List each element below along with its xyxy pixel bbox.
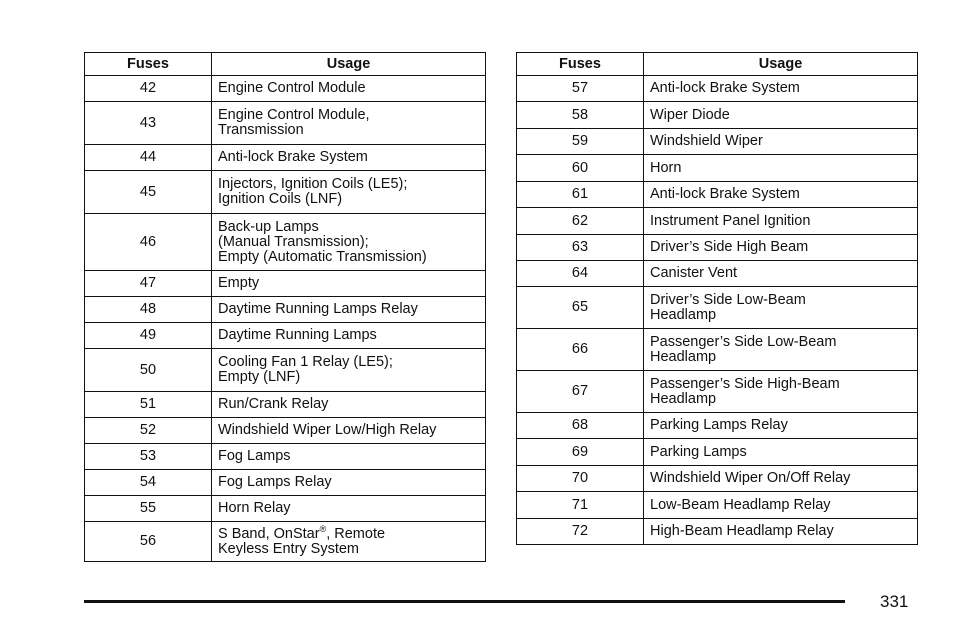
fuse-number-cell: 54 (85, 470, 212, 496)
usage-cell: Back-up Lamps (Manual Transmission); Empty (Automatic Transmission) (212, 214, 486, 271)
usage-cell: Run/Crank Relay (212, 392, 486, 418)
table-row (517, 413, 918, 439)
fuse-number-cell: 69 (517, 439, 644, 466)
usage-cell: Injectors, Ignition Coils (LE5); Ignition Coils (LNF) (212, 171, 486, 214)
registered-mark: ® (319, 523, 327, 534)
fuse-number-cell: 63 (517, 235, 644, 261)
fuse-number-cell: 52 (85, 418, 212, 444)
table-row (85, 418, 486, 444)
fuse-number-cell: 44 (85, 145, 212, 171)
table-row (517, 155, 918, 182)
table-header-row (85, 53, 486, 76)
table-row (85, 171, 486, 214)
usage-cell (212, 522, 486, 562)
fuse-table-left (84, 52, 486, 562)
usage-cell: Windshield Wiper On/Off Relay (644, 466, 918, 492)
usage-cell: Canister Vent (644, 261, 918, 287)
fuse-number-cell: 49 (85, 323, 212, 349)
column-header-usage: Usage (644, 53, 918, 76)
usage-cell: Windshield Wiper Low/High Relay (212, 418, 486, 444)
fuse-number-cell: 59 (517, 129, 644, 155)
usage-cell: Horn (644, 155, 918, 182)
table-row (517, 287, 918, 329)
usage-text: S Band, OnStar (218, 525, 320, 542)
table-row (517, 235, 918, 261)
table-row (517, 466, 918, 492)
column-header-usage: Usage (212, 53, 486, 76)
fuse-number-cell: 64 (517, 261, 644, 287)
fuse-number-cell: 48 (85, 297, 212, 323)
usage-cell: Cooling Fan 1 Relay (LE5); Empty (LNF) (212, 349, 486, 392)
table-row (85, 496, 486, 522)
usage-text: , Remote Keyless Entry System (218, 525, 386, 557)
usage-cell: Engine Control Module (212, 76, 486, 102)
fuse-number-cell: 68 (517, 413, 644, 439)
usage-cell: Daytime Running Lamps (212, 323, 486, 349)
usage-cell: High-Beam Headlamp Relay (644, 519, 918, 545)
table-row (85, 392, 486, 418)
fuse-table-right (516, 52, 918, 545)
table-row (517, 182, 918, 208)
table-row (517, 439, 918, 466)
table-row (517, 519, 918, 545)
table-row (85, 522, 486, 562)
usage-cell: Parking Lamps Relay (644, 413, 918, 439)
usage-cell: Empty (212, 271, 486, 297)
table-row (85, 76, 486, 102)
table-row (517, 102, 918, 129)
usage-cell: Instrument Panel Ignition (644, 208, 918, 235)
table-row (85, 297, 486, 323)
fuse-number-cell: 66 (517, 329, 644, 371)
table-row (517, 261, 918, 287)
usage-cell: Passenger’s Side Low-Beam Headlamp (644, 329, 918, 371)
table-row (517, 208, 918, 235)
fuse-number-cell: 71 (517, 492, 644, 519)
table-row (517, 76, 918, 102)
fuse-number-cell: 45 (85, 171, 212, 214)
usage-cell: Fog Lamps Relay (212, 470, 486, 496)
fuse-number-cell: 46 (85, 214, 212, 271)
usage-cell: Parking Lamps (644, 439, 918, 466)
fuse-number-cell: 72 (517, 519, 644, 545)
usage-cell: Fog Lamps (212, 444, 486, 470)
table-row (517, 329, 918, 371)
fuse-number-cell: 58 (517, 102, 644, 129)
table-row (85, 145, 486, 171)
table-row (85, 271, 486, 297)
usage-cell: Daytime Running Lamps Relay (212, 297, 486, 323)
table-row (85, 214, 486, 271)
table-row (85, 323, 486, 349)
fuse-number-cell: 60 (517, 155, 644, 182)
usage-cell: Anti-lock Brake System (644, 76, 918, 102)
fuse-number-cell: 65 (517, 287, 644, 329)
fuse-number-cell: 70 (517, 466, 644, 492)
fuse-number-cell: 43 (85, 102, 212, 145)
table-row (85, 470, 486, 496)
table-header-row (517, 53, 918, 76)
table-row (517, 129, 918, 155)
column-header-fuses: Fuses (85, 53, 212, 76)
usage-cell: Engine Control Module, Transmission (212, 102, 486, 145)
table-row (517, 492, 918, 519)
usage-cell: Anti-lock Brake System (644, 182, 918, 208)
usage-cell: Driver’s Side Low-Beam Headlamp (644, 287, 918, 329)
fuse-number-cell: 42 (85, 76, 212, 102)
usage-cell: Driver’s Side High Beam (644, 235, 918, 261)
fuse-number-cell: 67 (517, 371, 644, 413)
fuse-number-cell: 47 (85, 271, 212, 297)
fuse-number-cell: 56 (85, 522, 212, 562)
footer-rule (84, 600, 845, 603)
usage-cell: Horn Relay (212, 496, 486, 522)
fuse-number-cell: 61 (517, 182, 644, 208)
table-row (85, 102, 486, 145)
usage-cell: Windshield Wiper (644, 129, 918, 155)
table-row (517, 371, 918, 413)
fuse-number-cell: 55 (85, 496, 212, 522)
fuse-number-cell: 57 (517, 76, 644, 102)
usage-cell: Low-Beam Headlamp Relay (644, 492, 918, 519)
usage-cell: Wiper Diode (644, 102, 918, 129)
table-row (85, 444, 486, 470)
fuse-number-cell: 53 (85, 444, 212, 470)
table-row (85, 349, 486, 392)
column-header-fuses: Fuses (517, 53, 644, 76)
fuse-number-cell: 51 (85, 392, 212, 418)
page-number: 331 (880, 592, 909, 611)
usage-cell: Anti-lock Brake System (212, 145, 486, 171)
fuse-number-cell: 62 (517, 208, 644, 235)
usage-cell: Passenger’s Side High-Beam Headlamp (644, 371, 918, 413)
fuse-number-cell: 50 (85, 349, 212, 392)
